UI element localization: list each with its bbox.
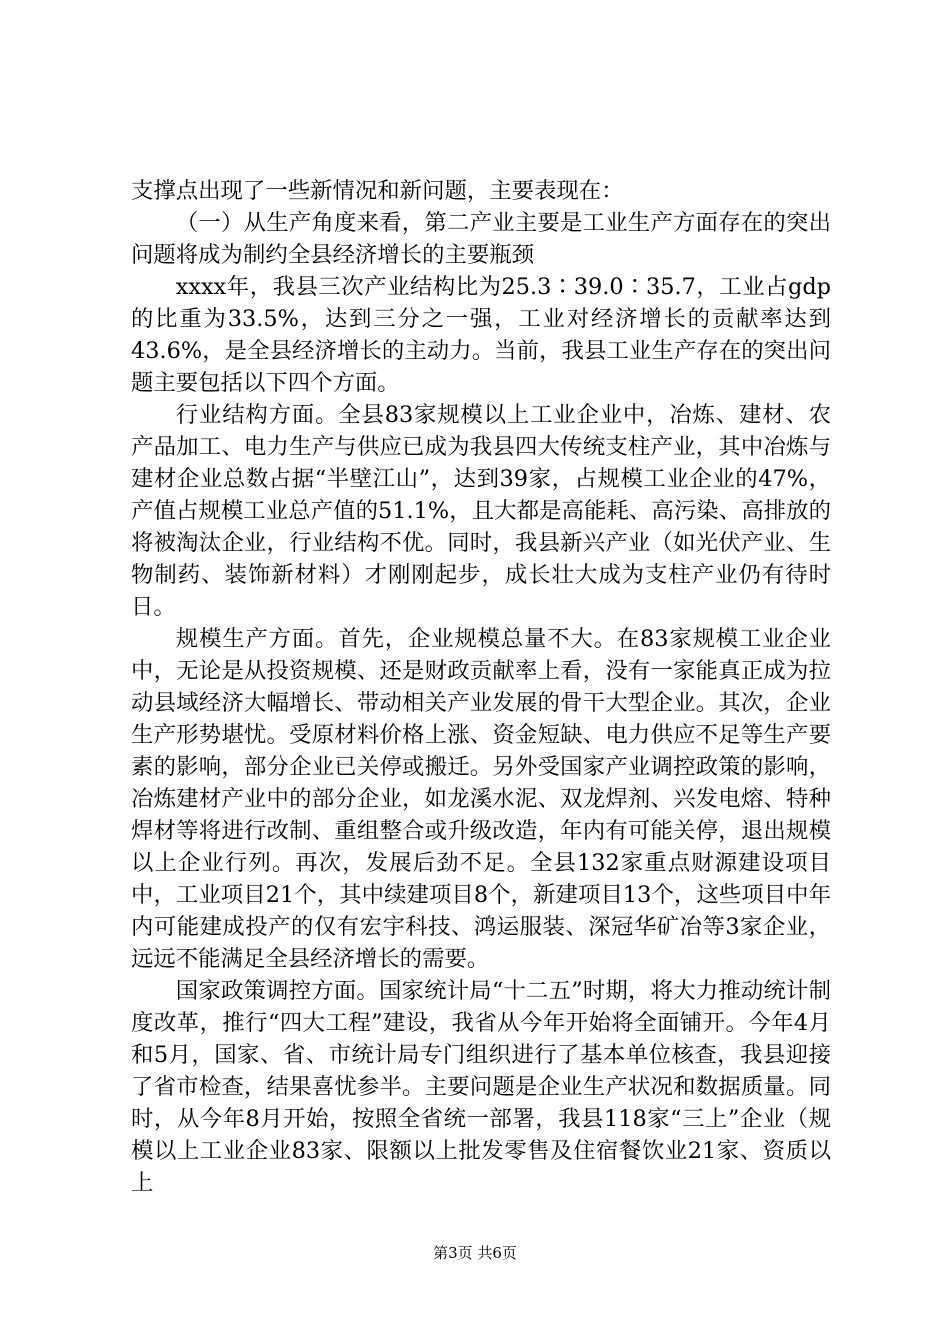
document-body [131,175,831,1199]
paragraph-scale-production: 规模生产方面。首先，企业规模总量不大。在83家规模工业企业中，无论是从投资规模、还是财政贡献率上看，没有一家能真正成为拉动县域经济大幅增长、带动相关产业发展的骨干大型企业。其次，企业生产形势堪忧。受原材料价格上涨、资金短缺、电力供应不足等生产要素的影响，部分企业已关停或搬迁。另外受国家产业调控政策的影响，冶炼建材产业中的部分企业，如龙溪水泥、双龙焊剂、兴发电熔、特种焊材等将进行改制、重组整合或升级改造，年内有可能关停，退出规模以上企业行列。再次，发展后劲不足。全县132家重点财源建设项目中，工业项目21个，其中续建项目8个，新建项目13个，这些项目中年内可能建成投产的仅有宏宇科技、鸿运服装、深冠华矿冶等3家企业，远远不能满足全县经济增长的需要。 [131,626,831,972]
paragraph-industry-structure: 行业结构方面。全县83家规模以上工业企业中，冶炼、建材、农产品加工、电力生产与供应已成为我县四大传统支柱产业，其中冶炼与建材企业总数占据“半壁江山”，达到39家，占规模工业企业的47%，产值占规模工业总产值的51.1%，且大都是高能耗、高污染、高排放的将被淘汰企业，行业结构不优。同时，我县新兴产业（如光伏产业、生物制药、装饰新材料）才刚刚起步，成长壮大成为支柱产业仍有待时日。 [131,402,831,620]
section-heading: （一）从生产角度来看，第二产业主要是工业生产方面存在的突出问题将成为制约全县经济增长的主要瓶颈 [131,210,831,268]
paragraph-continuation: 支撑点出现了一些新情况和新问题，主要表现在： [131,178,624,204]
paragraph-industry-structure-ratio: xxxx年，我县三次产业结构比为25.3∶39.0∶35.7，工业占gdp的比重为33.5%，达到三分之一强，工业对经济增长的贡献率达到43.6%，是全县经济增长的主动力。当前，我县工业生产存在的突出问题主要包括以下四个方面。 [131,274,831,396]
paragraph-policy-control: 国家政策调控方面。国家统计局“十二五”时期，将大力推动统计制度改革，推行“四大工程”建设，我省从今年开始将全面铺开。今年4月和5月，国家、省、市统计局专门组织进行了基本单位核查，我县迎接了省市检查，结果喜忧参半。主要问题是企业生产状况和数据质量。同时，从今年8月开始，按照全省统一部署，我县118家“三上”企业（规模以上工业企业83家、限额以上批发零售及住宿餐饮业21家、资质以上 [131,978,831,1196]
page-footer: 第3页 共6页 [433,1244,517,1262]
